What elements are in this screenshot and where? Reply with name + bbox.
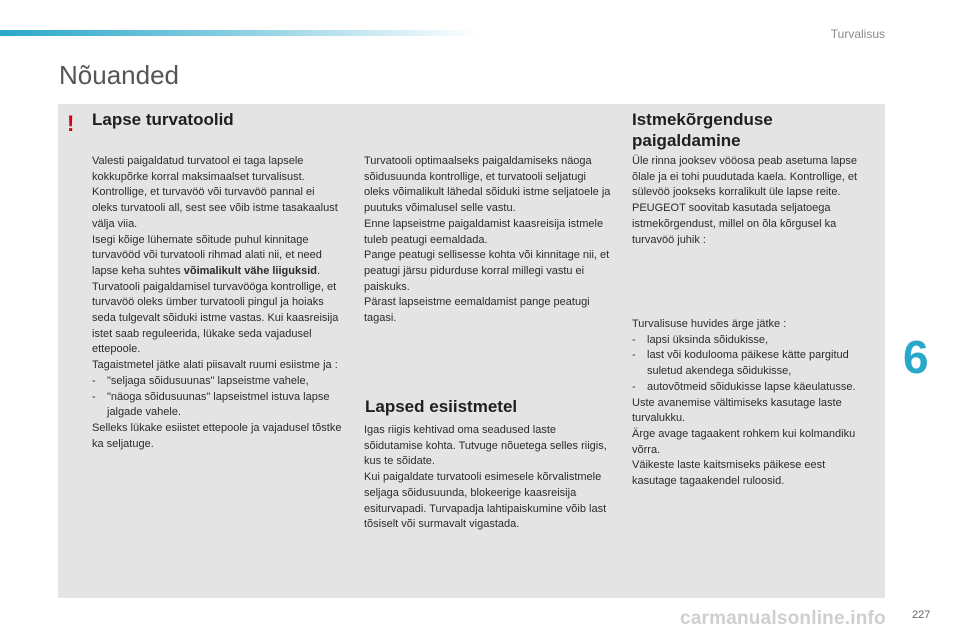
booster-text <box>632 154 872 248</box>
paragraph: Pärast lapseistme eemaldamist pange peatugi tagasi. <box>364 296 590 325</box>
front-seats-heading: Lapsed esiistmetel <box>365 397 518 416</box>
page-title: Nõuanded <box>59 60 179 90</box>
header-accent-bar <box>0 30 480 36</box>
list-item: - last või koduloomа päikese kätte pargitud suletud akendega sõidukisse, <box>632 349 849 378</box>
child-seats-column-1 <box>92 154 342 452</box>
paragraph: Enne lapseistme paigaldamist kaasreisija istmele tuleb peatugi eemaldada. <box>364 217 604 246</box>
paragraph: Üle rinna jooksev vööosa peab asetuma lapse õlale ja ei tohi puudutada kaela. Kontrollige, et sülevöö jookseks korralikult üle lapse reite. <box>632 155 858 199</box>
watermark: carmanualsonline.info <box>680 608 886 629</box>
paragraph: Turvalisuse huvides ärge jätke : <box>632 318 787 330</box>
list-item: - "seljaga sõidusuunas" lapseistme vahele, <box>92 374 309 387</box>
list-item: - lapsi üksinda sõidukisse, <box>632 333 769 346</box>
paragraph: PEUGEOT soovitab kasutada seljatoega istmekõrgendust, millel on õla kõrgusel ka turvavöö juhik : <box>632 202 837 246</box>
section-header: Turvalisus <box>830 27 885 41</box>
safety-text <box>632 317 872 490</box>
list-item: - autovõtmeid sõidukisse lapse käeulatusse. <box>632 380 856 393</box>
paragraph: Turvatooli optimaalseks paigaldamiseks näoga sõidusuunda kontrollige, et turvatooli seljatugi oleks võimalikult lähedal sõiduki istme seljatoele ja puutuks võimalusel selle vastu. <box>364 155 611 215</box>
booster-heading: Istmekõrgenduse paigaldamine <box>632 110 773 150</box>
paragraph: Selleks lükake esiistet ettepoole ja vajadusel tõstke ka seljatuge. <box>92 421 342 450</box>
page-number: 227 <box>912 609 931 621</box>
paragraph: Igas riigis kehtivad oma seadused laste sõidutamise kohta. Tutvuge nõuetega selles riigis, kus te sõidate. <box>364 424 607 468</box>
list-item: - "näoga sõidusuunas" lapseistmel istuva lapse jalgade vahele. <box>92 390 330 419</box>
paragraph: Tagaistmetel jätke alati piisavalt ruumi esiistme ja : <box>92 359 338 372</box>
paragraph: Uste avanemise vältimiseks kasutage laste turvalukku. <box>632 396 842 425</box>
paragraph: Ärge avage tagaakent rohkem kui kolmandiku võrra. <box>632 427 856 456</box>
paragraph: Isegi kõige lühemate sõitude puhul kinnitage turvavööd või turvatooli rihmad alati nii, et need lapse keha suhtes võimalikult vähe liiguksid. <box>92 233 322 277</box>
warning-icon: ! <box>67 111 75 136</box>
chapter-number: 6 <box>903 331 929 383</box>
paragraph: Valesti paigaldatud turvatool ei taga lapsele kokkupõrke korral maksimaalset turvalisust. Kontrollige, et turvavöö või turvavöö pannal ei oleks turvatooli all, sest see võib istme tasakaalust välja viia. <box>92 155 338 230</box>
paragraph: Pange peatugi sellisesse kohta või kinnitage nii, et peatugi järsu pidurduse korral millegi vastu ei paiskuks. <box>364 249 610 293</box>
paragraph: Turvatooli paigaldamisel turvavööga kontrollige, et turvavöö oleks ümber turvatooli pingul ja hoiaks seda tulgevalt sõiduki istme vastas. Kui kaasreisija istet saab reguleerida, lükake seda vajadusel ettepoole. <box>92 280 339 356</box>
child-seats-heading: Lapse turvatoolid <box>92 110 234 129</box>
front-seats-text <box>364 423 612 533</box>
emphasis: võimalikult vähe liiguksid <box>183 264 317 277</box>
paragraph: Kui paigaldate turvatooli esimesele kõrvalistmele seljaga sõidusuunda, blokeerige kaasreisija esiturvapadi. Turvapadja lahtipaiskumine võib last tõsiselt või surmavalt vigastada. <box>364 471 607 531</box>
child-seats-column-2 <box>364 154 612 327</box>
paragraph: Väikeste laste kaitsmiseks päikese eest kasutage tagaakendel ruloosid. <box>632 459 826 488</box>
